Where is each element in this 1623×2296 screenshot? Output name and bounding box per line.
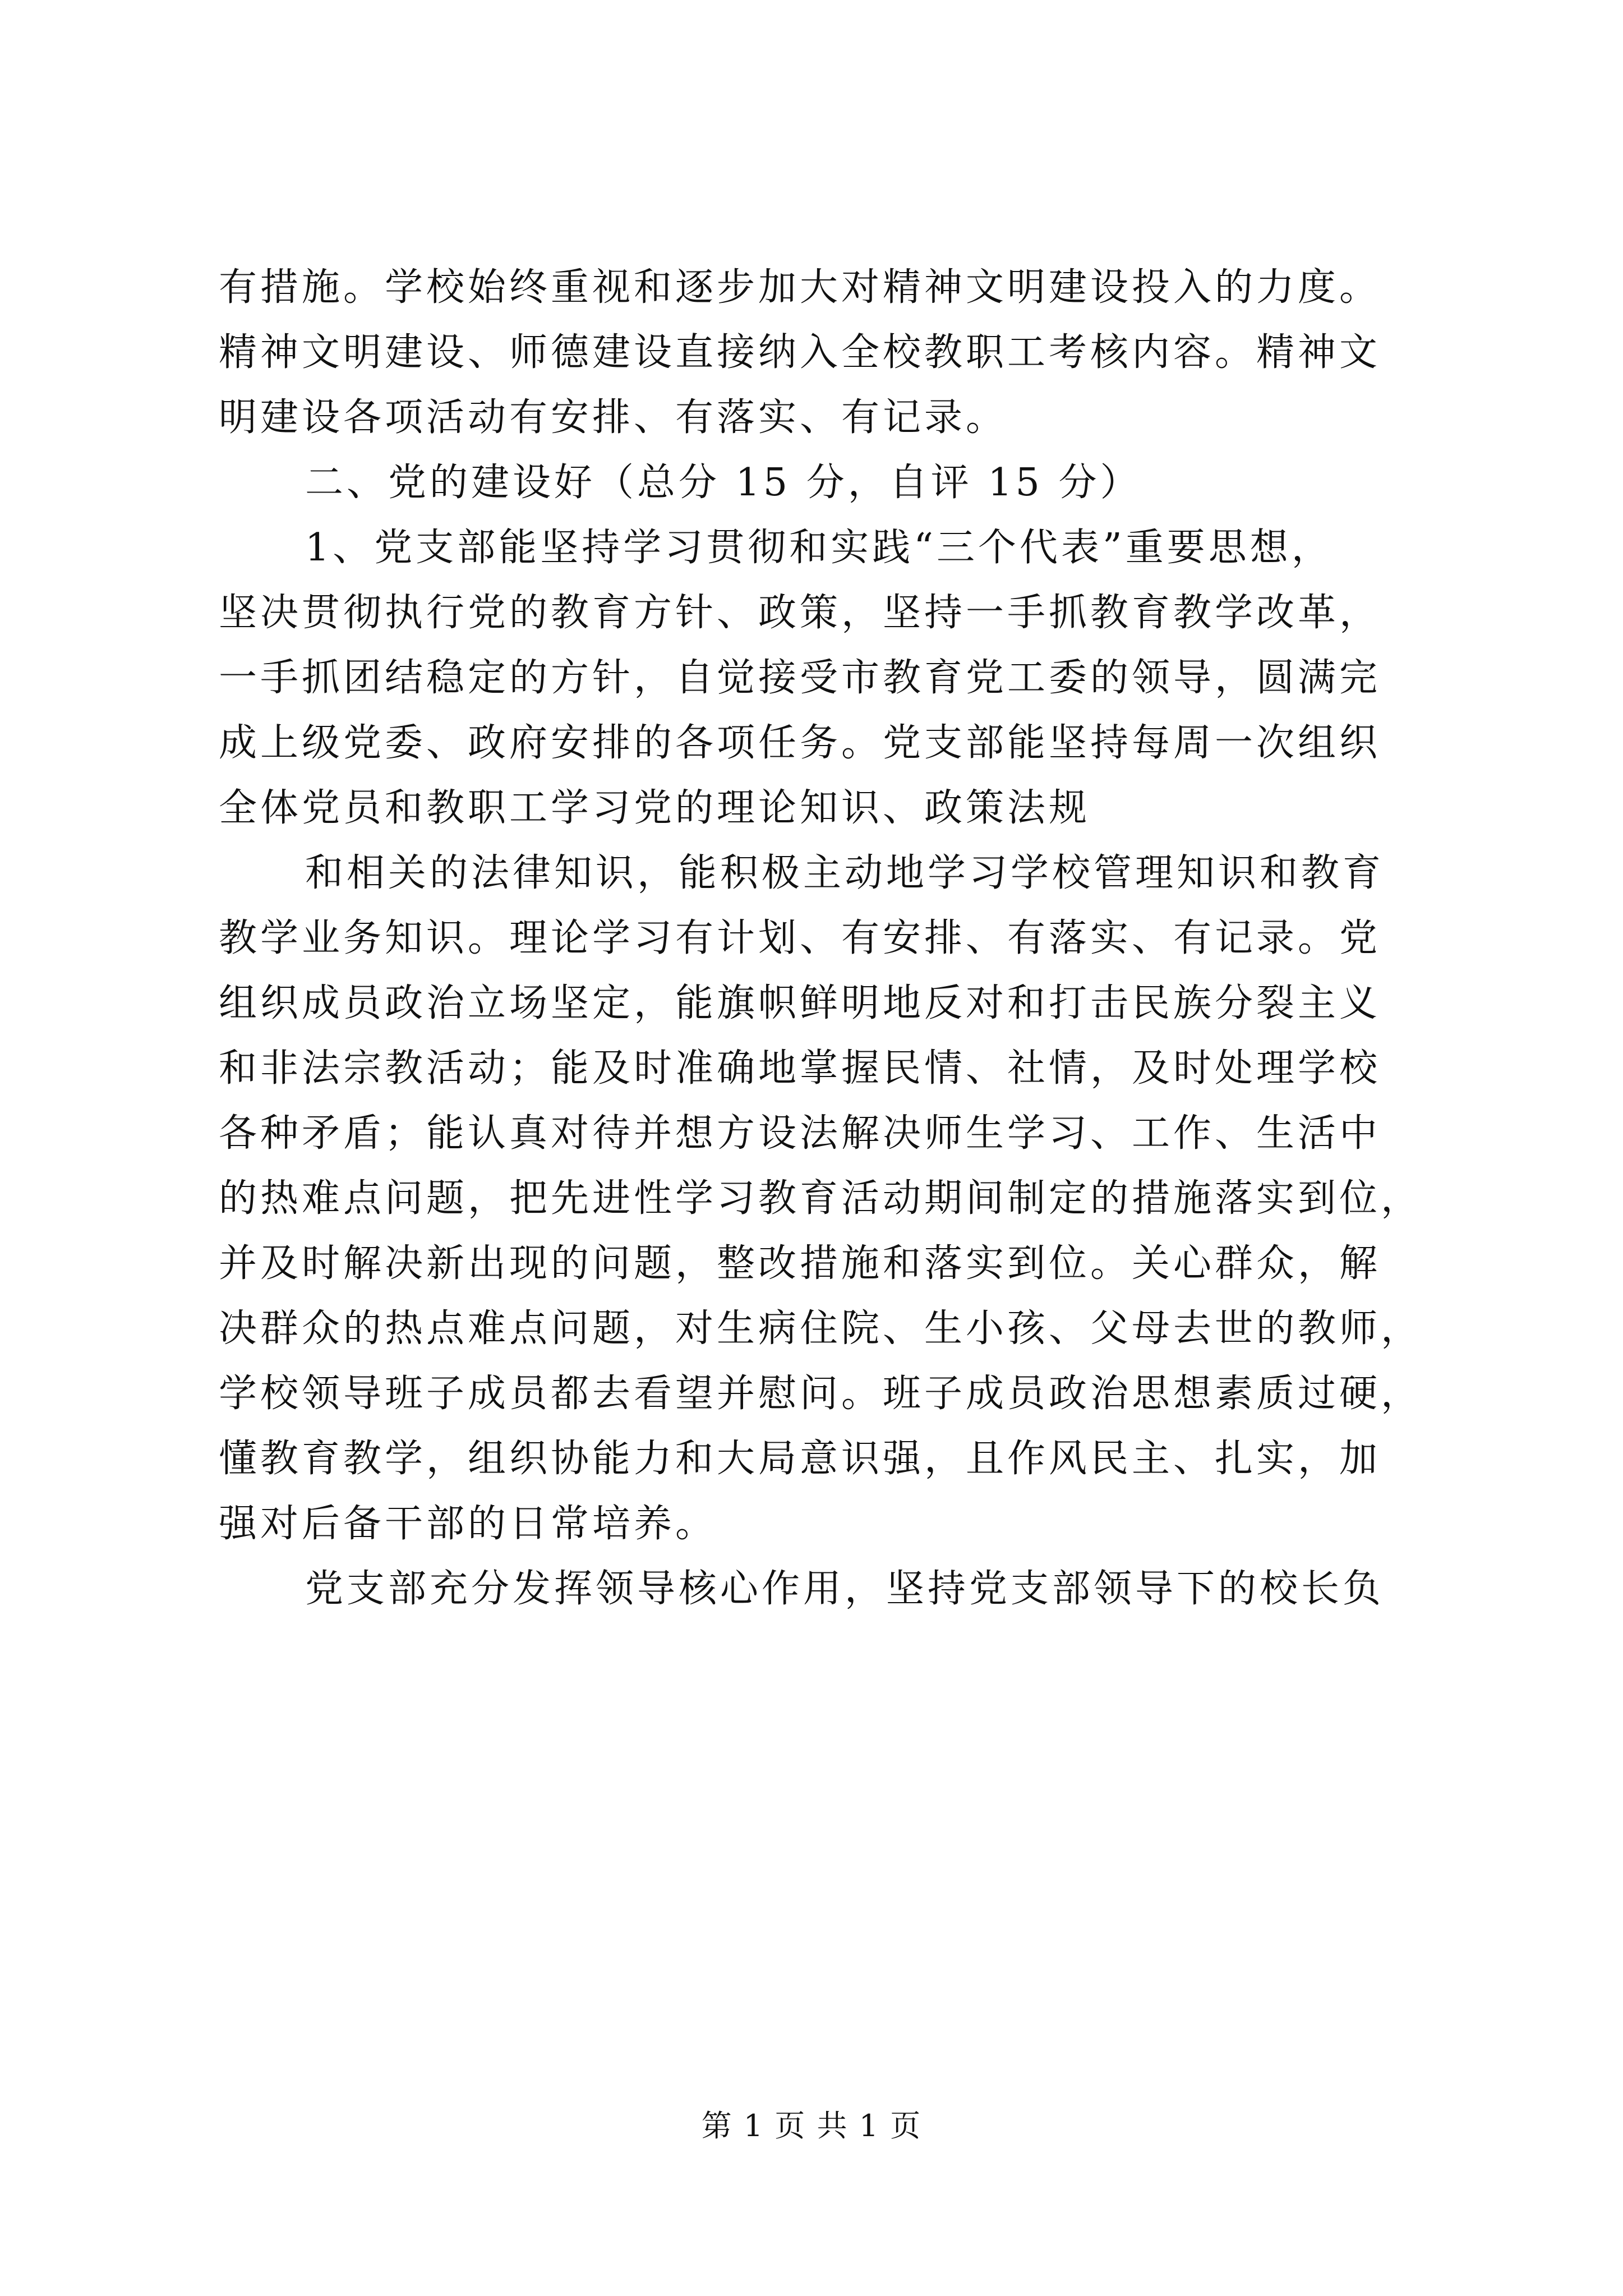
text-line: 决群众的热点难点问题，对生病住院、生小孩、父母去世的教师， (219, 1306, 1423, 1351)
text-line: 各种矛盾；能认真对待并想方设法解决师生学习、工作、生活中 (219, 1111, 1381, 1156)
text-line: 坚决贯彻执行党的教育方针、政策，坚持一手抓教育教学改革， (219, 591, 1381, 635)
text-line: 组织成员政治立场坚定，能旗帜鲜明地反对和打击民族分裂主义 (219, 981, 1381, 1025)
text-line: 有措施。学校始终重视和逐步加大对精神文明建设投入的力度。 (219, 265, 1381, 310)
section-heading: 二、党的建设好（总分 15 分，自评 15 分） (305, 461, 1142, 505)
text-line: 和相关的法律知识，能积极主动地学习学校管理知识和教育 (305, 851, 1385, 895)
text-line: 的热难点问题，把先进性学习教育活动期间制定的措施落实到位， (219, 1176, 1423, 1221)
page-footer (0, 2106, 1623, 2146)
text-line: 懂教育教学，组织协能力和大局意识强，且作风民主、扎实，加 (219, 1437, 1381, 1481)
text-line: 教学业务知识。理论学习有计划、有安排、有落实、有记录。党 (219, 916, 1381, 960)
text-line: 并及时解决新出现的问题，整改措施和落实到位。关心群众，解 (219, 1241, 1381, 1286)
text-line: 全体党员和教职工学习党的理论知识、政策法规 (219, 786, 1091, 830)
text-line: 1、党支部能坚持学习贯彻和实践“三个代表”重要思想， (305, 526, 1333, 570)
text-line: 一手抓团结稳定的方针，自觉接受市教育党工委的领导，圆满完 (219, 656, 1381, 700)
text-line: 和非法宗教活动；能及时准确地掌握民情、社情，及时处理学校 (219, 1046, 1381, 1091)
text-line: 明建设各项活动有安排、有落实、有记录。 (219, 395, 1008, 440)
text-line: 党支部充分发挥领导核心作用，坚持党支部领导下的校长负 (305, 1567, 1385, 1611)
document-body (219, 255, 1436, 1622)
page-number-label: 第 1 页 共 1 页 (701, 2108, 922, 2143)
text-line: 学校领导班子成员都去看望并慰问。班子成员政治思想素质过硬， (219, 1372, 1423, 1416)
text-line: 成上级党委、政府安排的各项任务。党支部能坚持每周一次组织 (219, 721, 1381, 765)
text-line: 精神文明建设、师德建设直接纳入全校教职工考核内容。精神文 (219, 330, 1381, 375)
text-line: 强对后备干部的日常培养。 (219, 1502, 717, 1546)
